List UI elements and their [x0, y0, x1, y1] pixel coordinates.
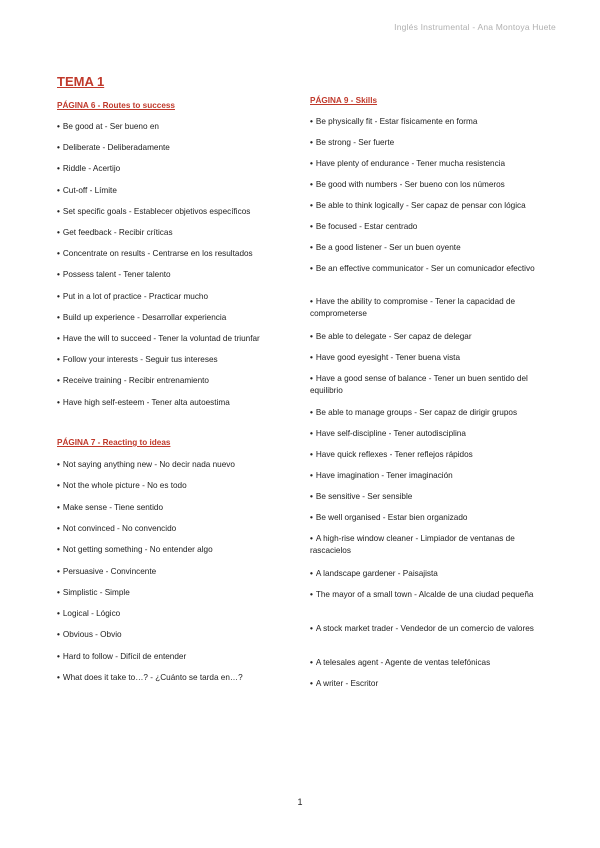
list-item: • A high-rise window cleaner - Limpiador de ventanas de rascacielos — [310, 534, 515, 555]
list-item: • Not the whole picture - No es todo — [57, 481, 187, 491]
list-item: • Simplistic - Simple — [57, 587, 130, 597]
list-item: • A stock market trader - Vendedor de un comercio de valores — [310, 624, 534, 633]
list-item: • Deliberate - Deliberadamente — [57, 143, 170, 153]
bullet-icon: • — [57, 355, 60, 365]
list-item: • Possess talent - Tener talento — [57, 270, 171, 280]
bullet-icon: • — [310, 180, 313, 189]
list-item: • Be able to manage groups - Ser capaz de dirigir grupos — [310, 408, 518, 417]
section-title-reacting: PÁGINA 7 - Reacting to ideas — [57, 438, 171, 447]
bullet-icon: • — [310, 222, 313, 231]
bullet-icon: • — [310, 243, 313, 252]
bullet-icon: • — [57, 502, 60, 512]
list-item: • Put in a lot of practice - Practicar mucho — [57, 291, 209, 301]
list-item: • Be strong - Ser fuerte — [310, 138, 395, 147]
bullet-icon: • — [310, 679, 313, 688]
bullet-icon: • — [57, 566, 60, 576]
bullet-icon: • — [310, 590, 313, 599]
list-item: • Have good eyesight - Tener buena vista — [310, 353, 461, 362]
list-item: • Be physically fit - Estar físicamente en forma — [310, 117, 478, 126]
bullet-icon: • — [310, 138, 313, 147]
list-item: • Have the will to succeed - Tener la voluntad de triunfar — [57, 334, 260, 343]
bullet-icon: • — [57, 185, 60, 195]
list-item: • The mayor of a small town - Alcalde de una ciudad pequeña — [310, 590, 534, 599]
list-item: • Be a good listener - Ser un buen oyente — [310, 243, 461, 252]
bullet-icon: • — [310, 201, 313, 210]
bullet-icon: • — [310, 297, 313, 306]
bullet-icon: • — [310, 332, 313, 341]
list-item: • A writer - Escritor — [310, 679, 379, 688]
list-item: • Concentrate on results - Centrarse en los resultados — [57, 249, 253, 259]
bullet-icon: • — [310, 429, 313, 438]
list-item: • Riddle - Acertijo — [57, 164, 121, 174]
bullet-icon: • — [57, 334, 60, 343]
list-item: • Get feedback - Recibir críticas — [57, 228, 173, 237]
list-item: • Persuasive - Convincente — [57, 566, 157, 576]
list-item: • Not getting something - No entender algo — [57, 545, 213, 555]
bullet-icon: • — [310, 471, 313, 480]
list-item: • Have a good sense of balance - Tener un buen sentido del equilibrio — [310, 374, 528, 395]
list-item: • Be sensitive - Ser sensible — [310, 492, 413, 501]
bullet-icon: • — [310, 159, 313, 168]
bullet-icon: • — [57, 481, 60, 491]
bullet-icon: • — [310, 117, 313, 126]
page-number: 1 — [297, 797, 303, 807]
bullet-icon: • — [57, 460, 60, 469]
bullet-icon: • — [310, 264, 313, 273]
list-item: • Have the ability to compromise - Tener la capacidad de comprometerse — [310, 297, 516, 318]
list-item: • Be good with numbers - Ser bueno con los números — [310, 180, 505, 189]
list-item: • Build up experience - Desarrollar experiencia — [57, 312, 227, 322]
section-title-routes: PÁGINA 6 - Routes to success — [57, 101, 175, 110]
list-item: • Follow your interests - Seguir tus intereses — [57, 355, 218, 365]
bullet-icon: • — [57, 376, 60, 386]
bullet-icon: • — [57, 609, 60, 619]
bullet-icon: • — [310, 450, 313, 459]
list-item: • Be able to think logically - Ser capaz de pensar con lógica — [310, 201, 526, 210]
bullet-icon: • — [310, 569, 313, 578]
bullet-icon: • — [57, 270, 60, 280]
bullet-icon: • — [310, 374, 313, 383]
bullet-icon: • — [57, 587, 60, 597]
bullet-icon: • — [310, 624, 313, 633]
list-item: • A telesales agent - Agente de ventas telefónicas — [310, 658, 491, 667]
list-item: • Have quick reflexes - Tener reflejos rápidos — [310, 450, 473, 459]
bullet-icon: • — [310, 534, 313, 543]
list-item: • Have self-discipline - Tener autodisciplina — [310, 429, 466, 438]
list-item: • Set specific goals - Establecer objetivos específicos — [57, 206, 251, 216]
list-item: • A landscape gardener - Paisajista — [310, 569, 438, 578]
list-item: • Receive training - Recibir entrenamiento — [57, 376, 209, 386]
bullet-icon: • — [57, 164, 60, 174]
bullet-icon: • — [310, 492, 313, 501]
list-item: • Make sense - Tiene sentido — [57, 502, 163, 512]
bullet-icon: • — [57, 673, 60, 682]
list-item: • Be an effective communicator - Ser un comunicador efectivo — [310, 264, 535, 273]
bullet-icon: • — [57, 312, 60, 322]
list-item: • Have imagination - Tener imaginación — [310, 471, 453, 480]
page-header: Inglés Instrumental - Ana Montoya Huete — [394, 22, 556, 32]
list-item: • Cut-off - Límite — [57, 185, 117, 195]
list-item: • Hard to follow - Difícil de entender — [57, 651, 187, 661]
bullet-icon: • — [310, 353, 313, 362]
list-item: • Be good at - Ser bueno en — [57, 122, 159, 131]
bullet-icon: • — [310, 658, 313, 667]
bullet-icon: • — [310, 513, 313, 522]
bullet-icon: • — [310, 408, 313, 417]
list-item: • Be well organised - Estar bien organizado — [310, 513, 468, 522]
list-item: • Be focused - Estar centrado — [310, 222, 418, 231]
bullet-icon: • — [57, 545, 60, 555]
list-item: • Logical - Lógico — [57, 609, 121, 619]
bullet-icon: • — [57, 122, 60, 131]
section-title-skills: PÁGINA 9 - Skills — [310, 96, 378, 105]
bullet-icon: • — [57, 143, 60, 153]
bullet-icon: • — [57, 651, 60, 661]
tema-title: TEMA 1 — [57, 74, 105, 89]
bullet-icon: • — [57, 249, 60, 259]
bullet-icon: • — [57, 523, 60, 533]
bullet-icon: • — [57, 228, 60, 237]
list-item: • Have plenty of endurance - Tener mucha resistencia — [310, 159, 506, 168]
bullet-icon: • — [57, 630, 60, 640]
bullet-icon: • — [57, 291, 60, 301]
list-item: • Have high self-esteem - Tener alta autoestima — [57, 397, 230, 407]
list-item: • Obvious - Obvio — [57, 630, 122, 640]
list-item: • Not convinced - No convencido — [57, 523, 177, 533]
list-item: • Not saying anything new - No decir nada nuevo — [57, 460, 235, 469]
list-item: • What does it take to…? - ¿Cuánto se tarda en…? — [57, 673, 243, 682]
bullet-icon: • — [57, 397, 60, 407]
list-item: • Be able to delegate - Ser capaz de delegar — [310, 332, 472, 341]
bullet-icon: • — [57, 206, 60, 216]
